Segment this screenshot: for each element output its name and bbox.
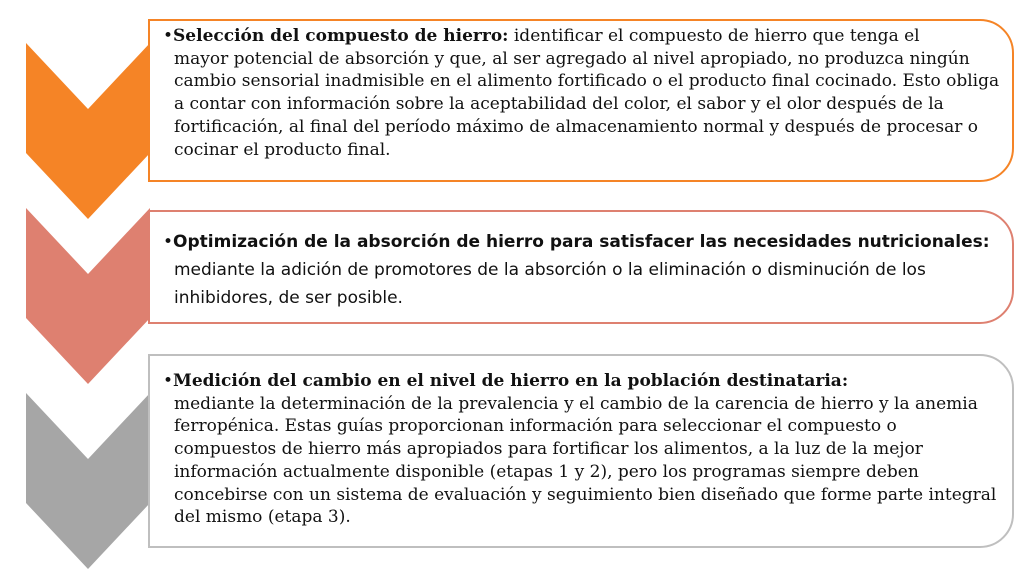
step-3-title: Medición del cambio en el nivel de hierro en la población destinataria: bbox=[173, 371, 849, 391]
step-2-chevron bbox=[26, 208, 150, 384]
step-1-bullet: • bbox=[163, 26, 174, 46]
step-2-bullet: • bbox=[163, 232, 174, 252]
step-1-text: mayor potencial de absorción y que, al ser agregado al nivel apropiado, no produzca ningún cambio sensorial inadmisible en el alimento fortificado o el producto final cocinado. Esto obliga a contar con información sobre la aceptabilidad del color, el sabor y el olor después de la fortificación, al final del período máximo de almacenamiento normal y después de procesar o cocinar el producto final. bbox=[174, 48, 1000, 160]
step-3-chevron bbox=[26, 393, 150, 569]
step-2-paragraph bbox=[163, 228, 1000, 312]
step-1-text-first: identificar el compuesto de hierro que tenga el bbox=[513, 26, 920, 46]
step-2-text: mediante la adición de promotores de la absorción o la eliminación o disminución de los inhibidores, de ser posible. bbox=[174, 260, 926, 308]
step-2-title: Optimización de la absorción de hierro para satisfacer las necesidades nutricionales: bbox=[173, 232, 990, 252]
step-1-chevron bbox=[26, 43, 150, 219]
step-3-bullet: • bbox=[163, 371, 174, 391]
step-2-box bbox=[148, 210, 1014, 324]
step-3-text: mediante la determinación de la prevalencia y el cambio de la carencia de hierro y la anemia ferropénica. Estas guías proporcionan información para seleccionar el compuesto o compuestos de hierro más apropiados para fortificar los alimentos, a la luz de la mejor información actualmente disponible (etapas 1 y 2), pero los programas siempre deben concebirse con un sistema de evaluación y seguimiento bien diseñado que forme parte integral del mismo (etapa 3). bbox=[174, 393, 997, 528]
step-1-paragraph bbox=[163, 25, 1000, 161]
step-1-title: Selección del compuesto de hierro: bbox=[173, 26, 509, 46]
step-1-box bbox=[148, 19, 1014, 182]
step-3-box bbox=[148, 354, 1014, 548]
step-3-paragraph bbox=[163, 370, 1000, 529]
